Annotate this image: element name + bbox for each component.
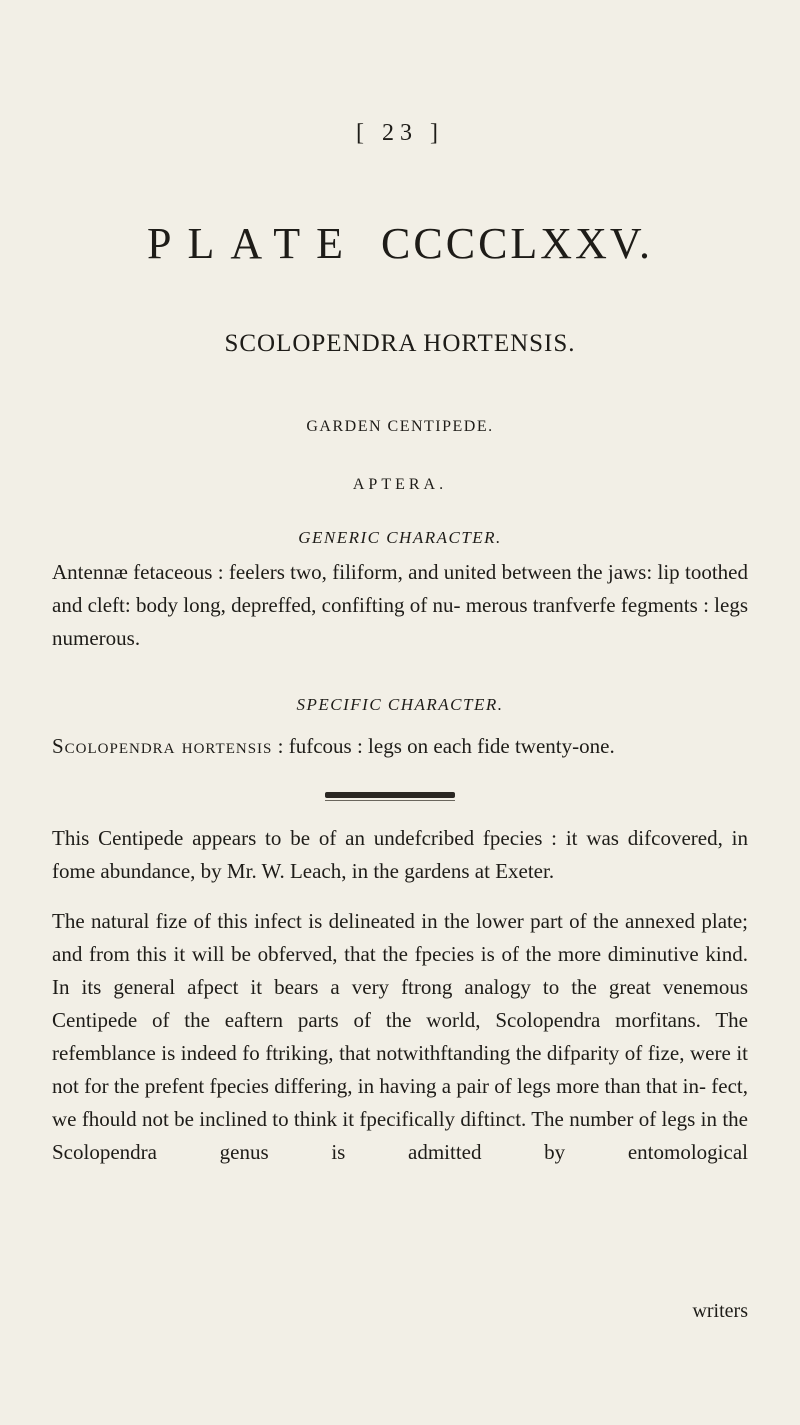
plate-numeral: CCCCLXXV. xyxy=(381,219,653,268)
page-number: [ 23 ] xyxy=(356,120,444,146)
order-name: APTERA. xyxy=(352,476,448,493)
species-title: SCOLOPENDRA HORTENSIS. xyxy=(224,330,576,357)
observation-paragraph-1: This Centipede appears to be of an undefcribed fpecies : it was difcovered, in fome abundance, by Mr. W. Leach, in the gardens at Exeter. xyxy=(52,826,748,883)
specific-character-text xyxy=(52,730,748,763)
plate-title xyxy=(0,218,800,269)
common-name: GARDEN CENTIPEDE. xyxy=(306,418,494,435)
generic-character-text: Antennæ fetaceous : feelers two, filiform, and united between the jaws: lip toothed and cleft: body long, depreffed, confifting of nu- merous tranfverfe fegments : legs numerous. xyxy=(52,560,748,650)
specific-description: : fufcous : legs on each fide twenty-one. xyxy=(272,734,615,758)
generic-character-heading: GENERIC CHARACTER. xyxy=(298,528,502,547)
section-divider-rule xyxy=(325,792,455,798)
observation-paragraph-2: The natural fize of this infect is delineated in the lower part of the annexed plate; and from this it will be obferved, that the fpecies is of the more diminutive kind. In its general afpect it bears a very ftrong analogy to the great venemous Centipede of the eaftern parts of the world, Scolopendra morfitans. The refemblance is indeed fo ftriking, that notwithftanding the difparity of fize, were it not for the prefent fpecies differing, in having a pair of legs more than that in- fect, we fhould not be inclined to think it fpecifically diftinct. The number of legs in the Scolopendra genus is admitted by entomological xyxy=(52,909,748,1164)
specific-character-heading: SPECIFIC CHARACTER. xyxy=(296,695,504,714)
species-name-smallcaps: Scolopendra hortensis xyxy=(52,734,273,758)
plate-label: PLATE xyxy=(147,219,360,268)
catchword: writers xyxy=(692,1300,748,1322)
